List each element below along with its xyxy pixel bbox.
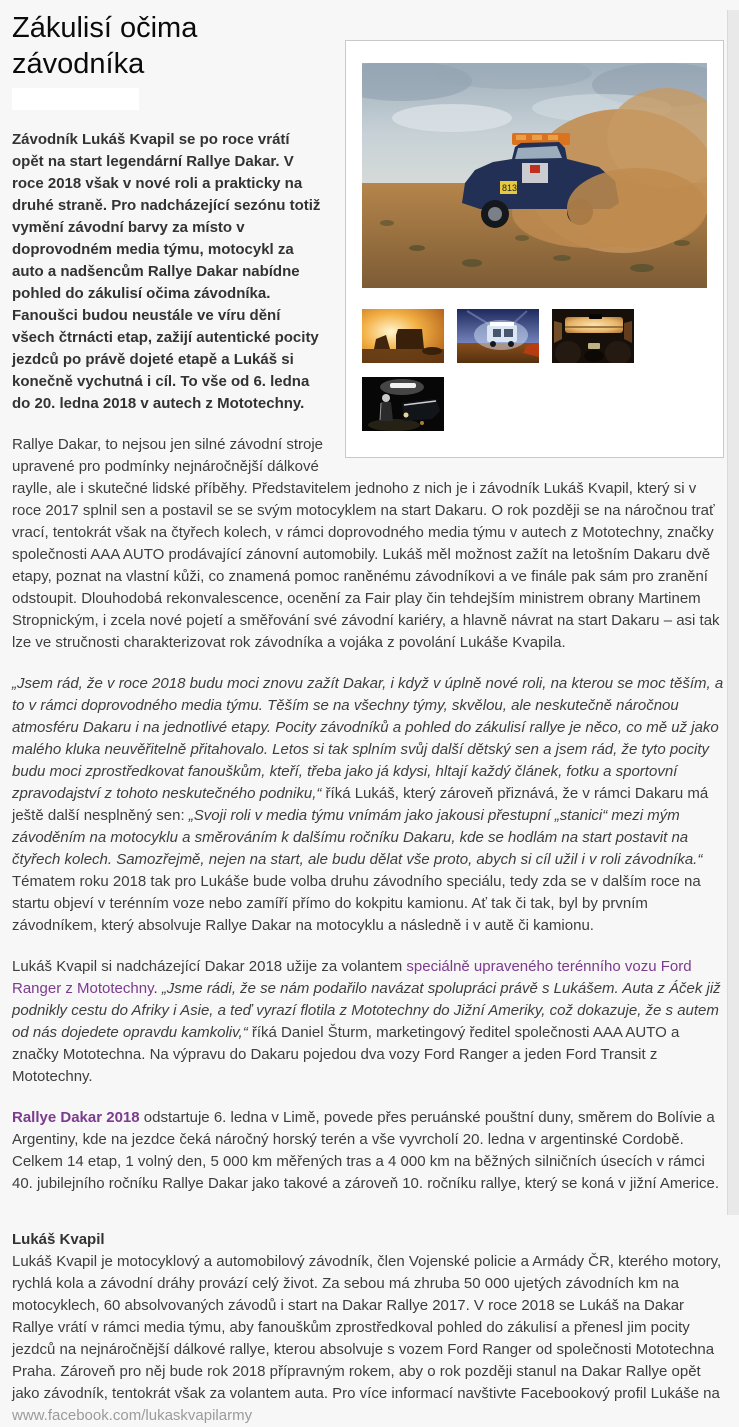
quote-paragraph (12, 673, 725, 937)
text-run: říká Daniel Šturm, marketingový ředitel společnosti AAA AUTO a značky Mototechna. Na výpravu do Dakaru pojedou dva vozy Ford Ranger a jeden Ford Transit z Mototechny. (12, 1024, 680, 1085)
main-photo-rally-truck[interactable] (362, 63, 707, 288)
bio-heading (12, 1229, 725, 1251)
inline-link[interactable]: speciálně upraveného terénního vozu Ford Ranger z Mototechny (12, 958, 692, 997)
body-paragraph-1 (12, 434, 725, 654)
thumbnail-row (362, 309, 707, 431)
text-run: Rallye Dakar, to nejsou jen silné závodní stroje upravené pro podmínky nejnáročnější dálkové raylle, ale i skutečné lidské příběhy. Představitelem jednoho z nich je i závodník Lukáš Kvapil, který si v roce 2017 splnil sen a postavil se se svým motocyklem na start Dakaru. O rok později se na náročnou trať vrací, tentokrát však na čtyřech kolech, v rámci doprovodného media týmu v autech z Mototechny, značky společnosti AAA AUTO prodávající zánovní automobily. Lukáš měl možnost zažít na letošním Dakaru dvě etapy, poznat na vlastní kůži, co znamená pomoc raněnému závodníkovi a ve finále pak sám pro zranění odstoupit. Dlouhodobá rekonvalescence, ocenění za Fair play čin tehdejším ministrem obrany Martinem Stropnickým, i zcela nové pojetí a směřování své závodní kariéry, a hlavně návrat na start Dakaru – asi tak lze ve stručnosti charakterizovat rok závodníka a vojáka z povolání Lukáše Kvapila. (12, 436, 720, 651)
thumbnail-truck-at-dusk[interactable] (457, 309, 539, 363)
text-run: Lukáš Kvapil (12, 1231, 105, 1248)
text-run: Tématem roku 2018 tak pro Lukáše bude volba druhu závodního speciálu, tedy zda se v dalším roce na startu objeví v terénním voze nebo zamíří přímo do kokpitu kamionu. Ať tak či tak, byl by prvním závodníkem, který absolvuje Rallye Dakar na motocyklu a následně i v autě či kamionu. (12, 873, 701, 934)
inline-link[interactable]: www.facebook.com/lukaskvapilarmy (12, 1407, 253, 1424)
bio-paragraph (12, 1251, 725, 1427)
text-run: Závodník Lukáš Kvapil se po roce vrátí opět na start legendární Rallye Dakar. V roce 2018 však v nové roli a prakticky na druhé straně. Pro nadcházející sezónu totiž vymění závodní barvy za místo v doprovodném media týmu, motocykl za auto a nadšencům Rallye Dakar nabídne pohled do zákulisí očima závodníka. Fanoušci budou neustále ve víru dění všech čtrnácti etap, zažijí autentické pocity jezdců po právě dojeté etapě a Lukáš si konečně vychutná i cíl. To vše od 6. ledna do 20. ledna 2018 v autech z Mototechny. (12, 131, 321, 412)
page-edge-strip (727, 10, 739, 1215)
text-run: „Jsme rádi, že se nám podařilo navázat spolupráci právě s Lukášem. Auta z Áček již podnikly cestu do Afriky i Asie, a teď vyrazí flotila z Mototechny do Jižní Ameriky, což dokazuje, že s autem od nás dojedete opravdu kamkoliv,“ (12, 980, 721, 1041)
text-run: Lukáš Kvapil si nadcházející Dakar 2018 užije za volantem (12, 958, 407, 975)
page-title: Zákulisí očima závodníka (12, 12, 198, 80)
thumbnail-night-service[interactable] (362, 377, 444, 431)
blank-meta-bar (12, 88, 139, 110)
svg-text:813: 813 (502, 183, 518, 193)
thumbnail-car-interior[interactable] (552, 309, 634, 363)
route-paragraph (12, 1107, 725, 1195)
text-run: odstartuje 6. ledna v Limě, povede přes peruánské pouštní duny, směrem do Bolívie a Argentiny, kde na jezdce čeká náročný horský terén a vše vyvrcholí 20. ledna v argentinské Cordobě. Celkem 14 etap, 1 volný den, 5 000 km měřených tras a 4 000 km na běžných silničních úsecích v rámci 40. jubilejního ročníku Rallye Dakar jako takové a zároveň 10. ročníku rallye, který se koná v jižní Americe. (12, 1109, 720, 1192)
text-run: . (153, 980, 162, 997)
text-run: Lukáš Kvapil je motocyklový a automobilový závodník, člen Vojenské policie a Armády ČR, kterého motory, rychlá kola a závodní dráhy provází celý život. Za sebou má zhruba 50 000 ujetých závodních km na motocyklech, 60 absolvovaných závodů i start na Dakar Rallye 2017. V roce 2018 se Lukáš na Dakar Rallye vrátí v rámci media týmu, aby fanouškům zprostředkoval pohled do zákulisí a přenesl jim pocity jezdců na nejnáročnější dálkové rallye, kterou absolvuje s vozem Ford Ranger od společnosti Mototechna Praha. Zároveň pro něj bude rok 2018 přípravným rokem, aby o rok později stanul na Dakar Rallye opět jako závodník, tentokrát však za volantem auta. Pro více informací navštivte Facebookový profil Lukáše na (12, 1253, 722, 1402)
inline-link[interactable]: Rallye Dakar 2018 (12, 1109, 140, 1126)
photo-gallery (345, 40, 724, 458)
ford-ranger-paragraph (12, 956, 725, 1088)
text-run: říká Lukáš, který zároveň přiznává, že v rámci Dakaru má ještě další nesplněný sen: (12, 785, 709, 824)
article-page (0, 10, 727, 1427)
text-run: „Svoji roli v media týmu vnímám jako jakousi přestupní „stanici“ mezi mým závoděním na motocyklu a směrováním k dalšímu ročníku Dakaru, kde se hodlám na start postavit na čtyřech kolech. Samozřejmě, nejen na start, ale budu dělat vše proto, abych si cíl užil i v roli závodníka.“ (12, 807, 703, 868)
text-run: „Jsem rád, že v roce 2018 budu moci znovu zažít Dakar, i když v úplně nové roli, na kterou se moc těším, a to v rámci doprovodného media týmu. Těším se na všechny týmy, skvělou, ale neskutečně náročnou atmosféru Dakaru i na jednotlivé etapy. Pocity závodníků a pohled do zákulisí rallye je něco, co mě už jako malého kluka neuvěřitelně přitahovalo. Letos si tak splním svůj další dětský sen a jsem rád, že tyto pocity budu moci zprostředkovat fanouškům, kteří, třeba jako já kdysi, hltají každý článek, fotku a sportovní zpravodajství z tohoto neskutečného podniku,“ (12, 675, 724, 802)
thumbnail-sunset-silhouette[interactable] (362, 309, 444, 363)
